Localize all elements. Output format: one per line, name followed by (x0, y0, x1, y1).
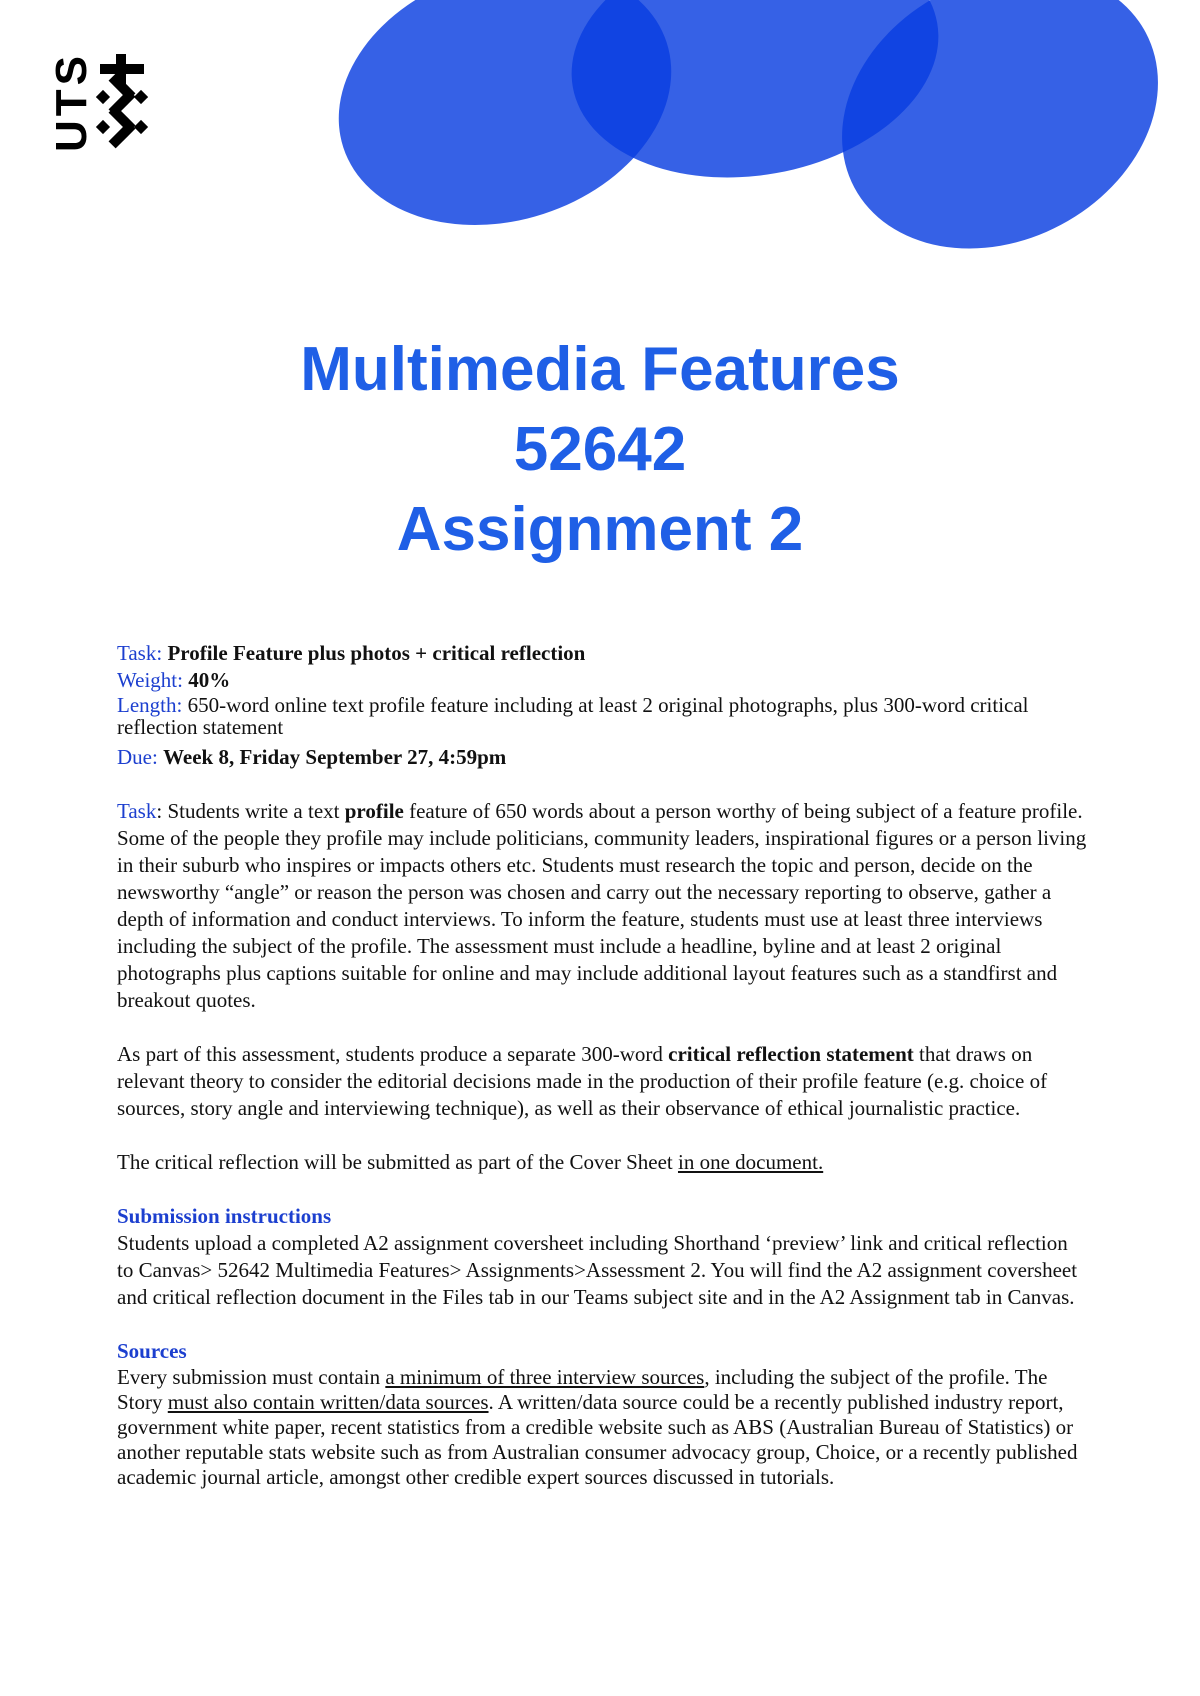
sources-underline-1: a minimum of three interview sources (385, 1365, 705, 1389)
weight-row (117, 667, 1087, 694)
title-line-1: Multimedia Features (300, 335, 900, 404)
document-title (0, 330, 1200, 570)
task-label: Task: (117, 641, 163, 665)
submission-text: Students upload a completed A2 assignment coversheet including Shorthand ‘preview’ link and critical reflection to Canvas> 52642 Multimedia Features> Assignments>Assessment 2. You will find the A2 assignment coversheet and critical reflection document in the Files tab in our Teams subject site and in the A2 Assignment tab in Canvas. (117, 1231, 1078, 1309)
uts-logo-emblem-icon (96, 52, 148, 152)
title-line-3: Assignment 2 (396, 495, 804, 564)
reflection-paragraph (117, 1041, 1087, 1122)
reflection-text-1: As part of this assessment, students produce a separate 300-word (117, 1042, 669, 1066)
length-label: Length: (117, 693, 183, 717)
title-line-2: 52642 (513, 415, 687, 484)
weight-value: 40% (188, 668, 231, 692)
task-paragraph-text-1: : Students write a text (156, 799, 345, 823)
task-row (117, 640, 1087, 667)
sources-text-2: , including the subject of the profile. The Story (117, 1365, 1048, 1414)
task-paragraph (117, 798, 1087, 1014)
reflection-text-2: that draws on relevant theory to consider the editorial decisions made in the production of their profile feature (e.g. choice of sources, story angle and interviewing technique), as well as their observance of ethical journalistic practice. (117, 1042, 1048, 1120)
due-label: Due: (117, 745, 158, 769)
submission-heading: Submission instructions (117, 1204, 332, 1228)
due-row (117, 744, 1087, 771)
task-paragraph-bold: profile (344, 799, 404, 823)
length-row (117, 694, 1087, 738)
sources-text-3: . A written/data source could be a recently published industry report, government white paper, recent statistics from a credible website such as ABS (Australian Bureau of Statistics) or another reputable stats website such as from Australian consumer advocacy group, Choice, or a recently published academic journal article, amongst other credible expert sources discussed in tutorials. (117, 1390, 1078, 1489)
task-paragraph-text-2: feature of 650 words about a person worthy of being subject of a feature profile. Some of the people they profile may include politicians, community leaders, inspirational figures or a person living in their suburb who inspires or impacts others etc. Students must research the topic and person, decide on the newsworthy “angle” or reason the person was chosen and carry out the necessary reporting to observe, gather a depth of information and conduct interviews. To inform the feature, students must use at least three interviews including the subject of the profile. The assessment must include a headline, byline and at least 2 original photographs plus captions suitable for online and may include additional layout features such as a standfirst and breakout quotes. (117, 799, 1087, 1012)
length-value: 650-word online text profile feature including at least 2 original photographs, plus 300-word critical reflection statement (117, 693, 1029, 739)
sources-paragraph (117, 1365, 1087, 1490)
sources-underline-2: must also contain written/data sources (167, 1390, 489, 1414)
cover-paragraph (117, 1149, 1087, 1176)
reflection-bold: critical reflection statement (668, 1042, 914, 1066)
weight-label: Weight: (117, 668, 183, 692)
task-paragraph-label: Task (117, 799, 157, 823)
cover-text: The critical reflection will be submitted as part of the Cover Sheet (117, 1150, 678, 1174)
uts-logo (47, 52, 148, 152)
sources-text-1: Every submission must contain (117, 1365, 386, 1389)
due-value: Week 8, Friday September 27, 4:59pm (163, 745, 507, 769)
cover-underlined: in one document. (677, 1150, 824, 1174)
header-blob-graphic (0, 0, 1200, 260)
document-body (117, 640, 1087, 1490)
sources-heading: Sources (117, 1339, 187, 1363)
task-value: Profile Feature plus photos + critical reflection (167, 641, 586, 665)
uts-logo-text: UTS (47, 52, 96, 152)
